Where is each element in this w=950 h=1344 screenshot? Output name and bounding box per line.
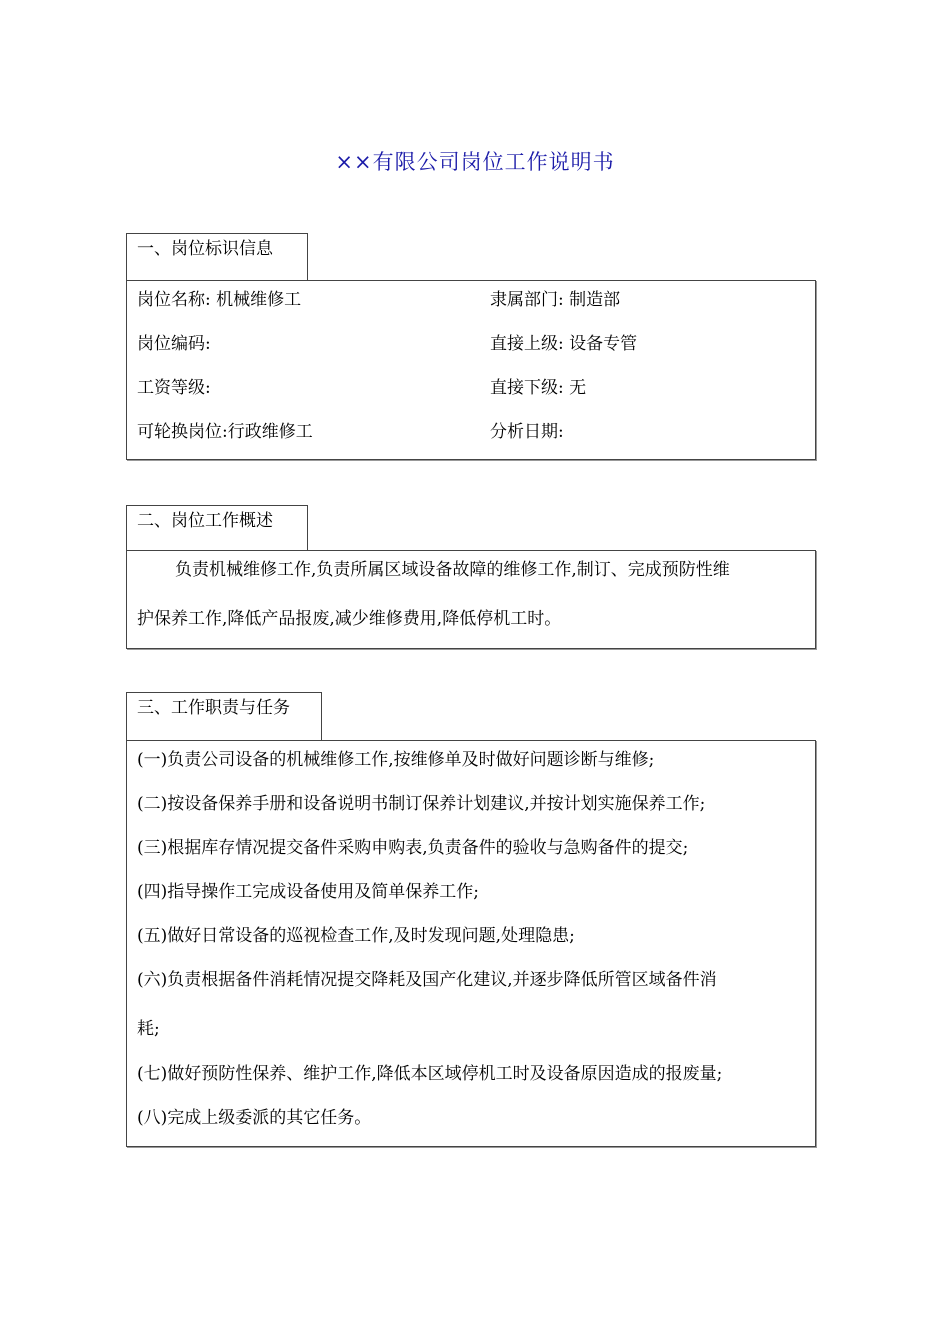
section1-row-left: 岗位编码: [137,334,211,354]
section1-heading [126,233,308,281]
section3-heading-text: 三、工作职责与任务 [137,698,290,718]
duty-item: (八)完成上级委派的其它任务。 [137,1108,372,1128]
duty-item: (四)指导操作工完成设备使用及简单保养工作; [137,882,479,902]
section2-text-line1: 负责机械维修工作,负责所属区域设备故障的维修工作,制订、完成预防性维 [175,560,730,580]
section1-row-right: 直接下级: 无 [490,378,587,398]
duty-item: (六)负责根据备件消耗情况提交降耗及国产化建议,并逐步降低所管区域备件消 [137,970,717,990]
section1-row-left: 可轮换岗位:行政维修工 [137,422,313,442]
section1-row-left: 工资等级: [137,378,211,398]
duty-item: (七)做好预防性保养、维护工作,降低本区域停机工时及设备原因造成的报废量; [137,1064,723,1084]
section2-box [126,550,816,649]
section1-heading-text: 一、岗位标识信息 [137,239,273,259]
section1-box [126,280,816,460]
section2-heading [126,505,308,551]
section3-heading [126,692,322,741]
duty-item: (一)负责公司设备的机械维修工作,按维修单及时做好问题诊断与维修; [137,750,655,770]
section1-row-left: 岗位名称: 机械维修工 [137,290,302,310]
duty-item: (二)按设备保养手册和设备说明书制订保养计划建议,并按计划实施保养工作; [137,794,706,814]
duty-item: 耗; [137,1019,160,1039]
section1-row-right: 直接上级: 设备专管 [490,334,638,354]
document-title: ××有限公司岗位工作说明书 [335,150,615,174]
duty-item: (五)做好日常设备的巡视检查工作,及时发现问题,处理隐患; [137,926,575,946]
section3-box [126,740,816,1147]
duty-item: (三)根据库存情况提交备件采购申购表,负责备件的验收与急购备件的提交; [137,838,689,858]
section2-text-line2: 护保养工作,降低产品报废,减少维修费用,降低停机工时。 [137,609,562,629]
section1-row-right: 分析日期: [490,422,564,442]
section2-heading-text: 二、岗位工作概述 [137,511,273,531]
section1-row-right: 隶属部门: 制造部 [490,290,621,310]
